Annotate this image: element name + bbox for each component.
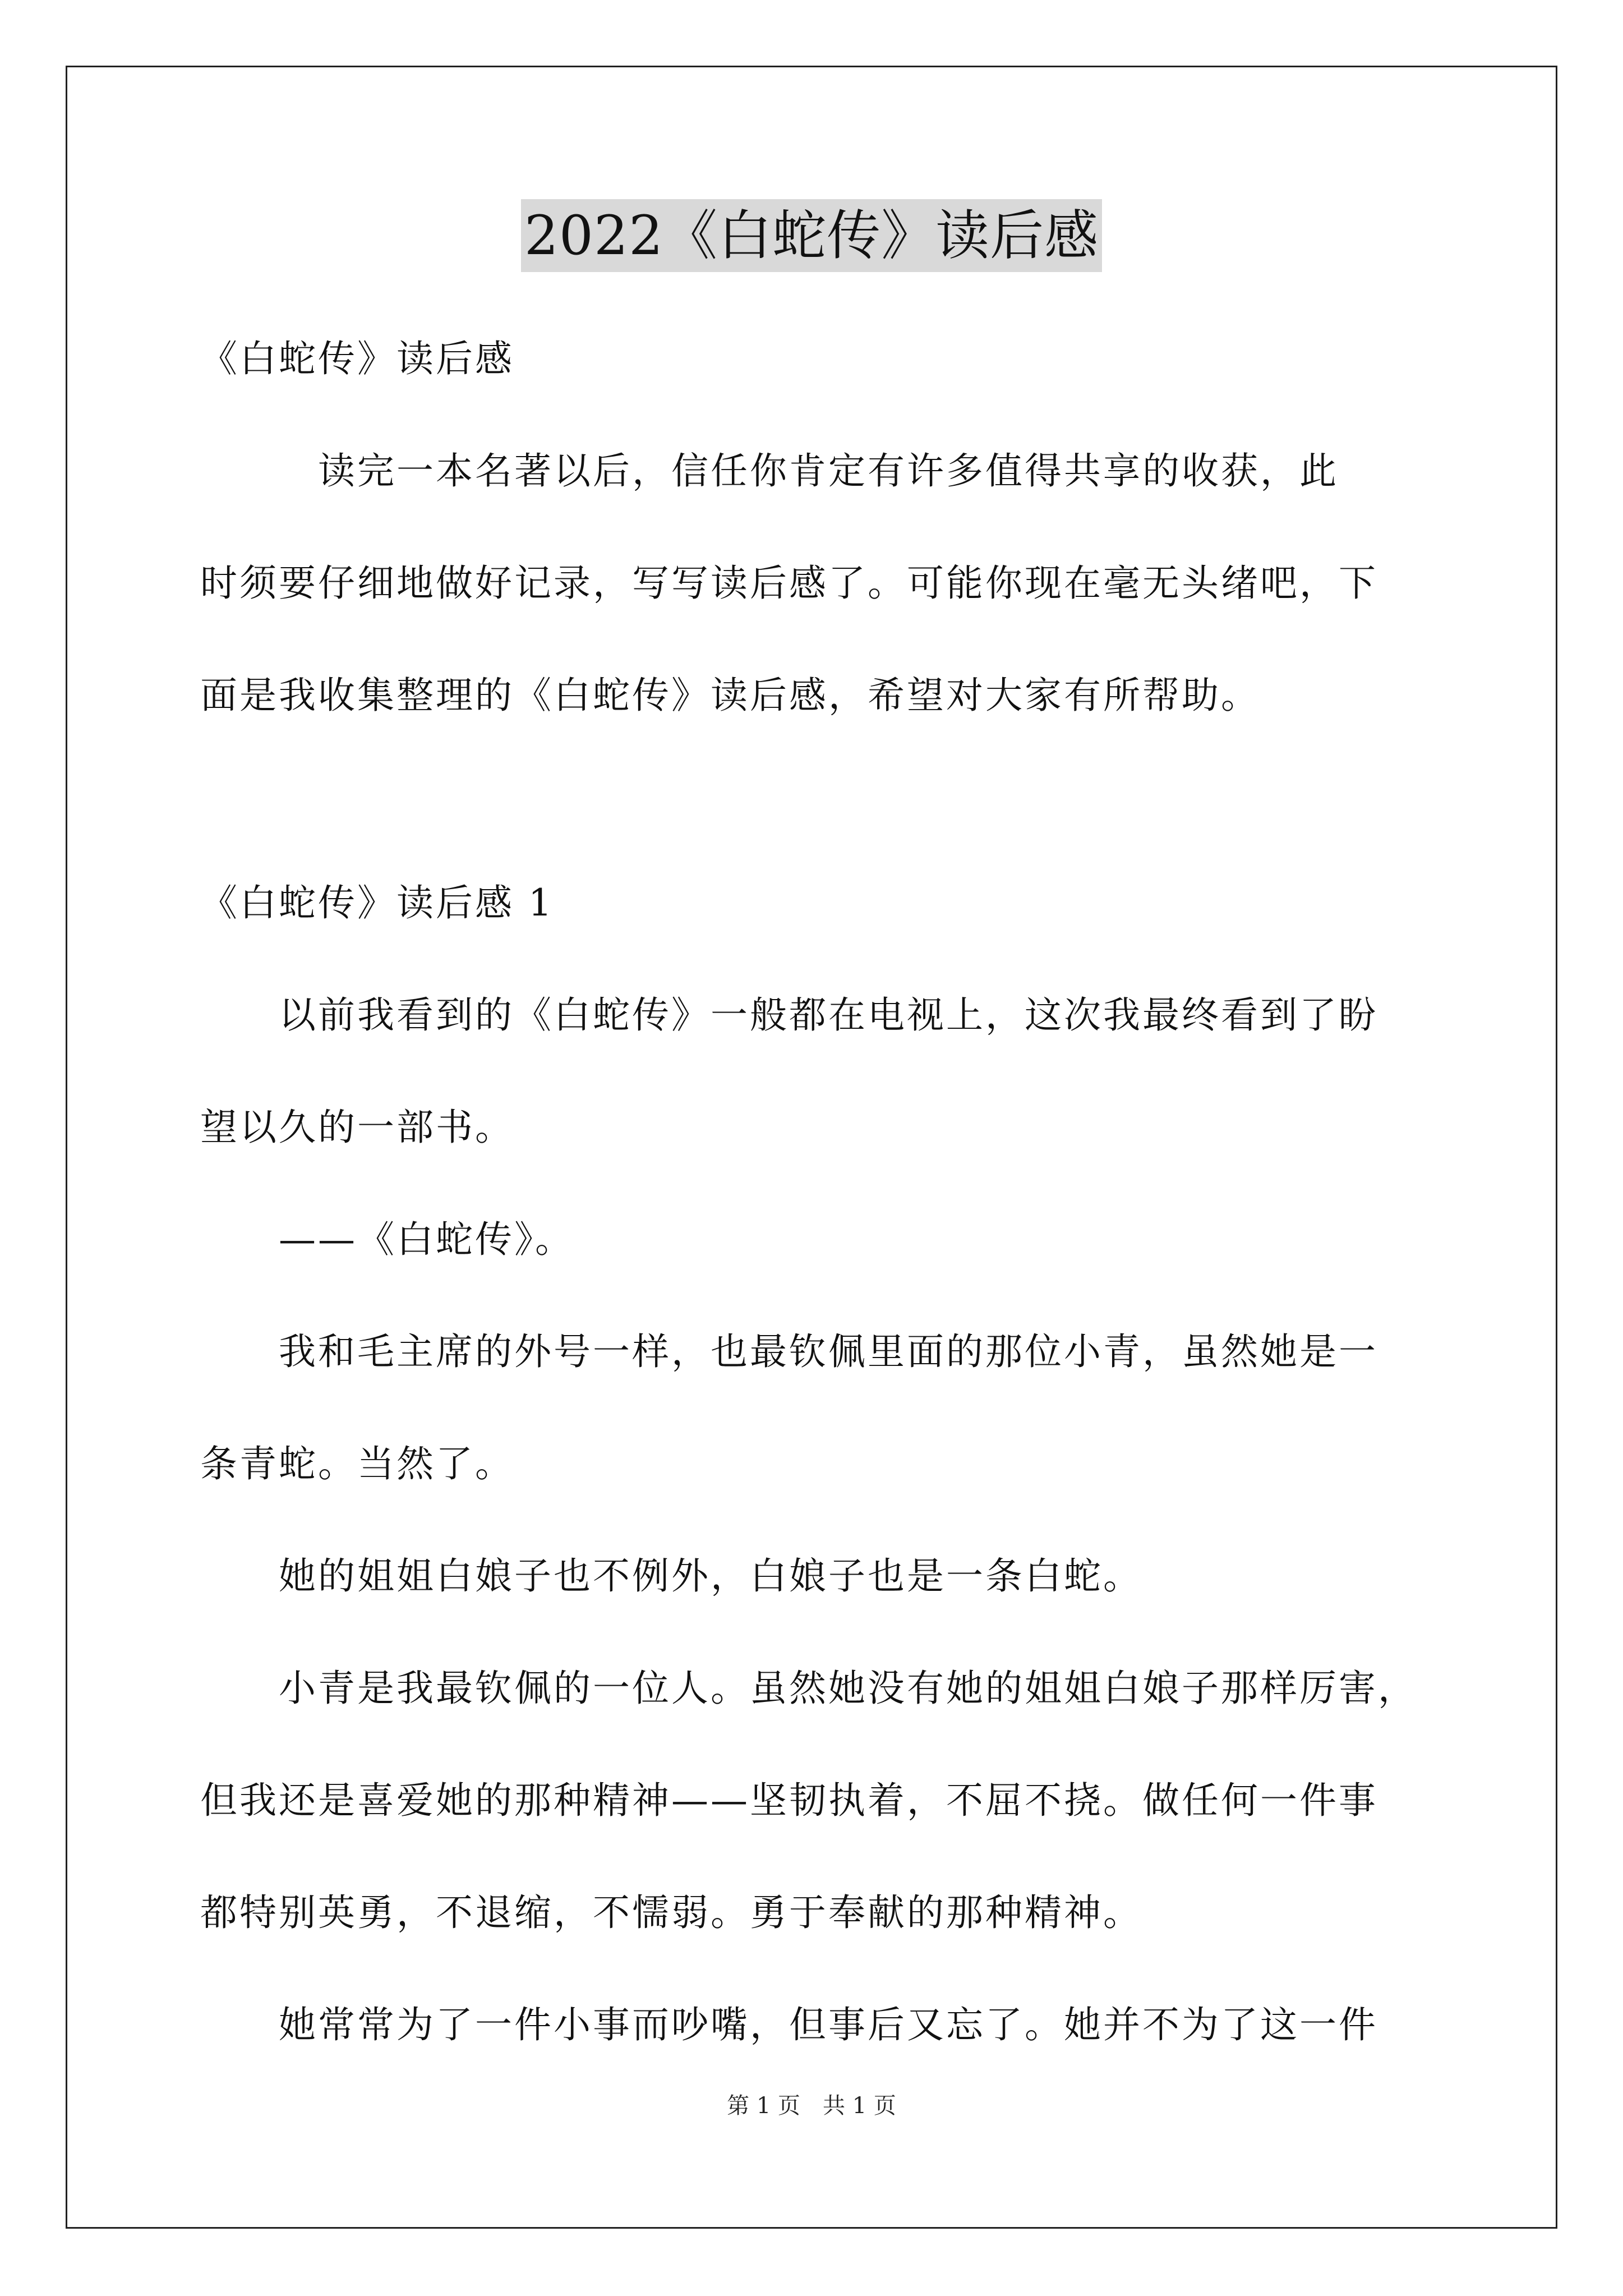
paragraph-line: 小青是我最钦佩的一位人。虽然她没有她的姐姐白娘子那样厉害， <box>200 1667 1417 1710</box>
document-title: 2022《白蛇传》读后感 <box>521 199 1102 272</box>
paragraph-line: 她的姐姐白娘子也不例外，白娘子也是一条白蛇。 <box>200 1554 1142 1598</box>
paragraph-line: 我和毛主席的外号一样，也最钦佩里面的那位小青，虽然她是一 <box>200 1330 1378 1373</box>
paragraph-line: 她常常为了一件小事而吵嘴，但事后又忘了。她并不为了这一件 <box>200 2003 1378 2046</box>
title-wrap <box>0 199 1623 272</box>
paragraph-line: 望以久的一部书。 <box>200 1106 514 1149</box>
page-footer: 第 1 页 共 1 页 <box>727 2093 896 2119</box>
paragraph-line: 条青蛇。当然了。 <box>200 1442 514 1485</box>
paragraph-line: 但我还是喜爱她的那种精神——坚韧执着，不屈不挠。做任何一件事 <box>200 1779 1378 1822</box>
subtitle-line: 《白蛇传》读后感 <box>200 337 514 380</box>
document-body <box>200 303 1434 2081</box>
paragraph-line: 以前我看到的《白蛇传》一般都在电视上，这次我最终看到了盼 <box>200 993 1378 1037</box>
paragraph-line: 读完一本名著以后，信任你肯定有许多值得共享的收获，此 <box>200 449 1339 493</box>
paragraph-line: 面是我收集整理的《白蛇传》读后感，希望对大家有所帮助。 <box>200 674 1260 717</box>
section-gap <box>200 752 1434 847</box>
section-heading: 《白蛇传》读后感 1 <box>200 881 554 924</box>
paragraph-line: 时须要仔细地做好记录，写写读后感了。可能你现在毫无头绪吧，下 <box>200 562 1378 605</box>
paragraph-line: 都特别英勇，不退缩，不懦弱。勇于奉献的那种精神。 <box>200 1891 1142 1934</box>
paragraph-line: ——《白蛇传》。 <box>200 1218 574 1261</box>
